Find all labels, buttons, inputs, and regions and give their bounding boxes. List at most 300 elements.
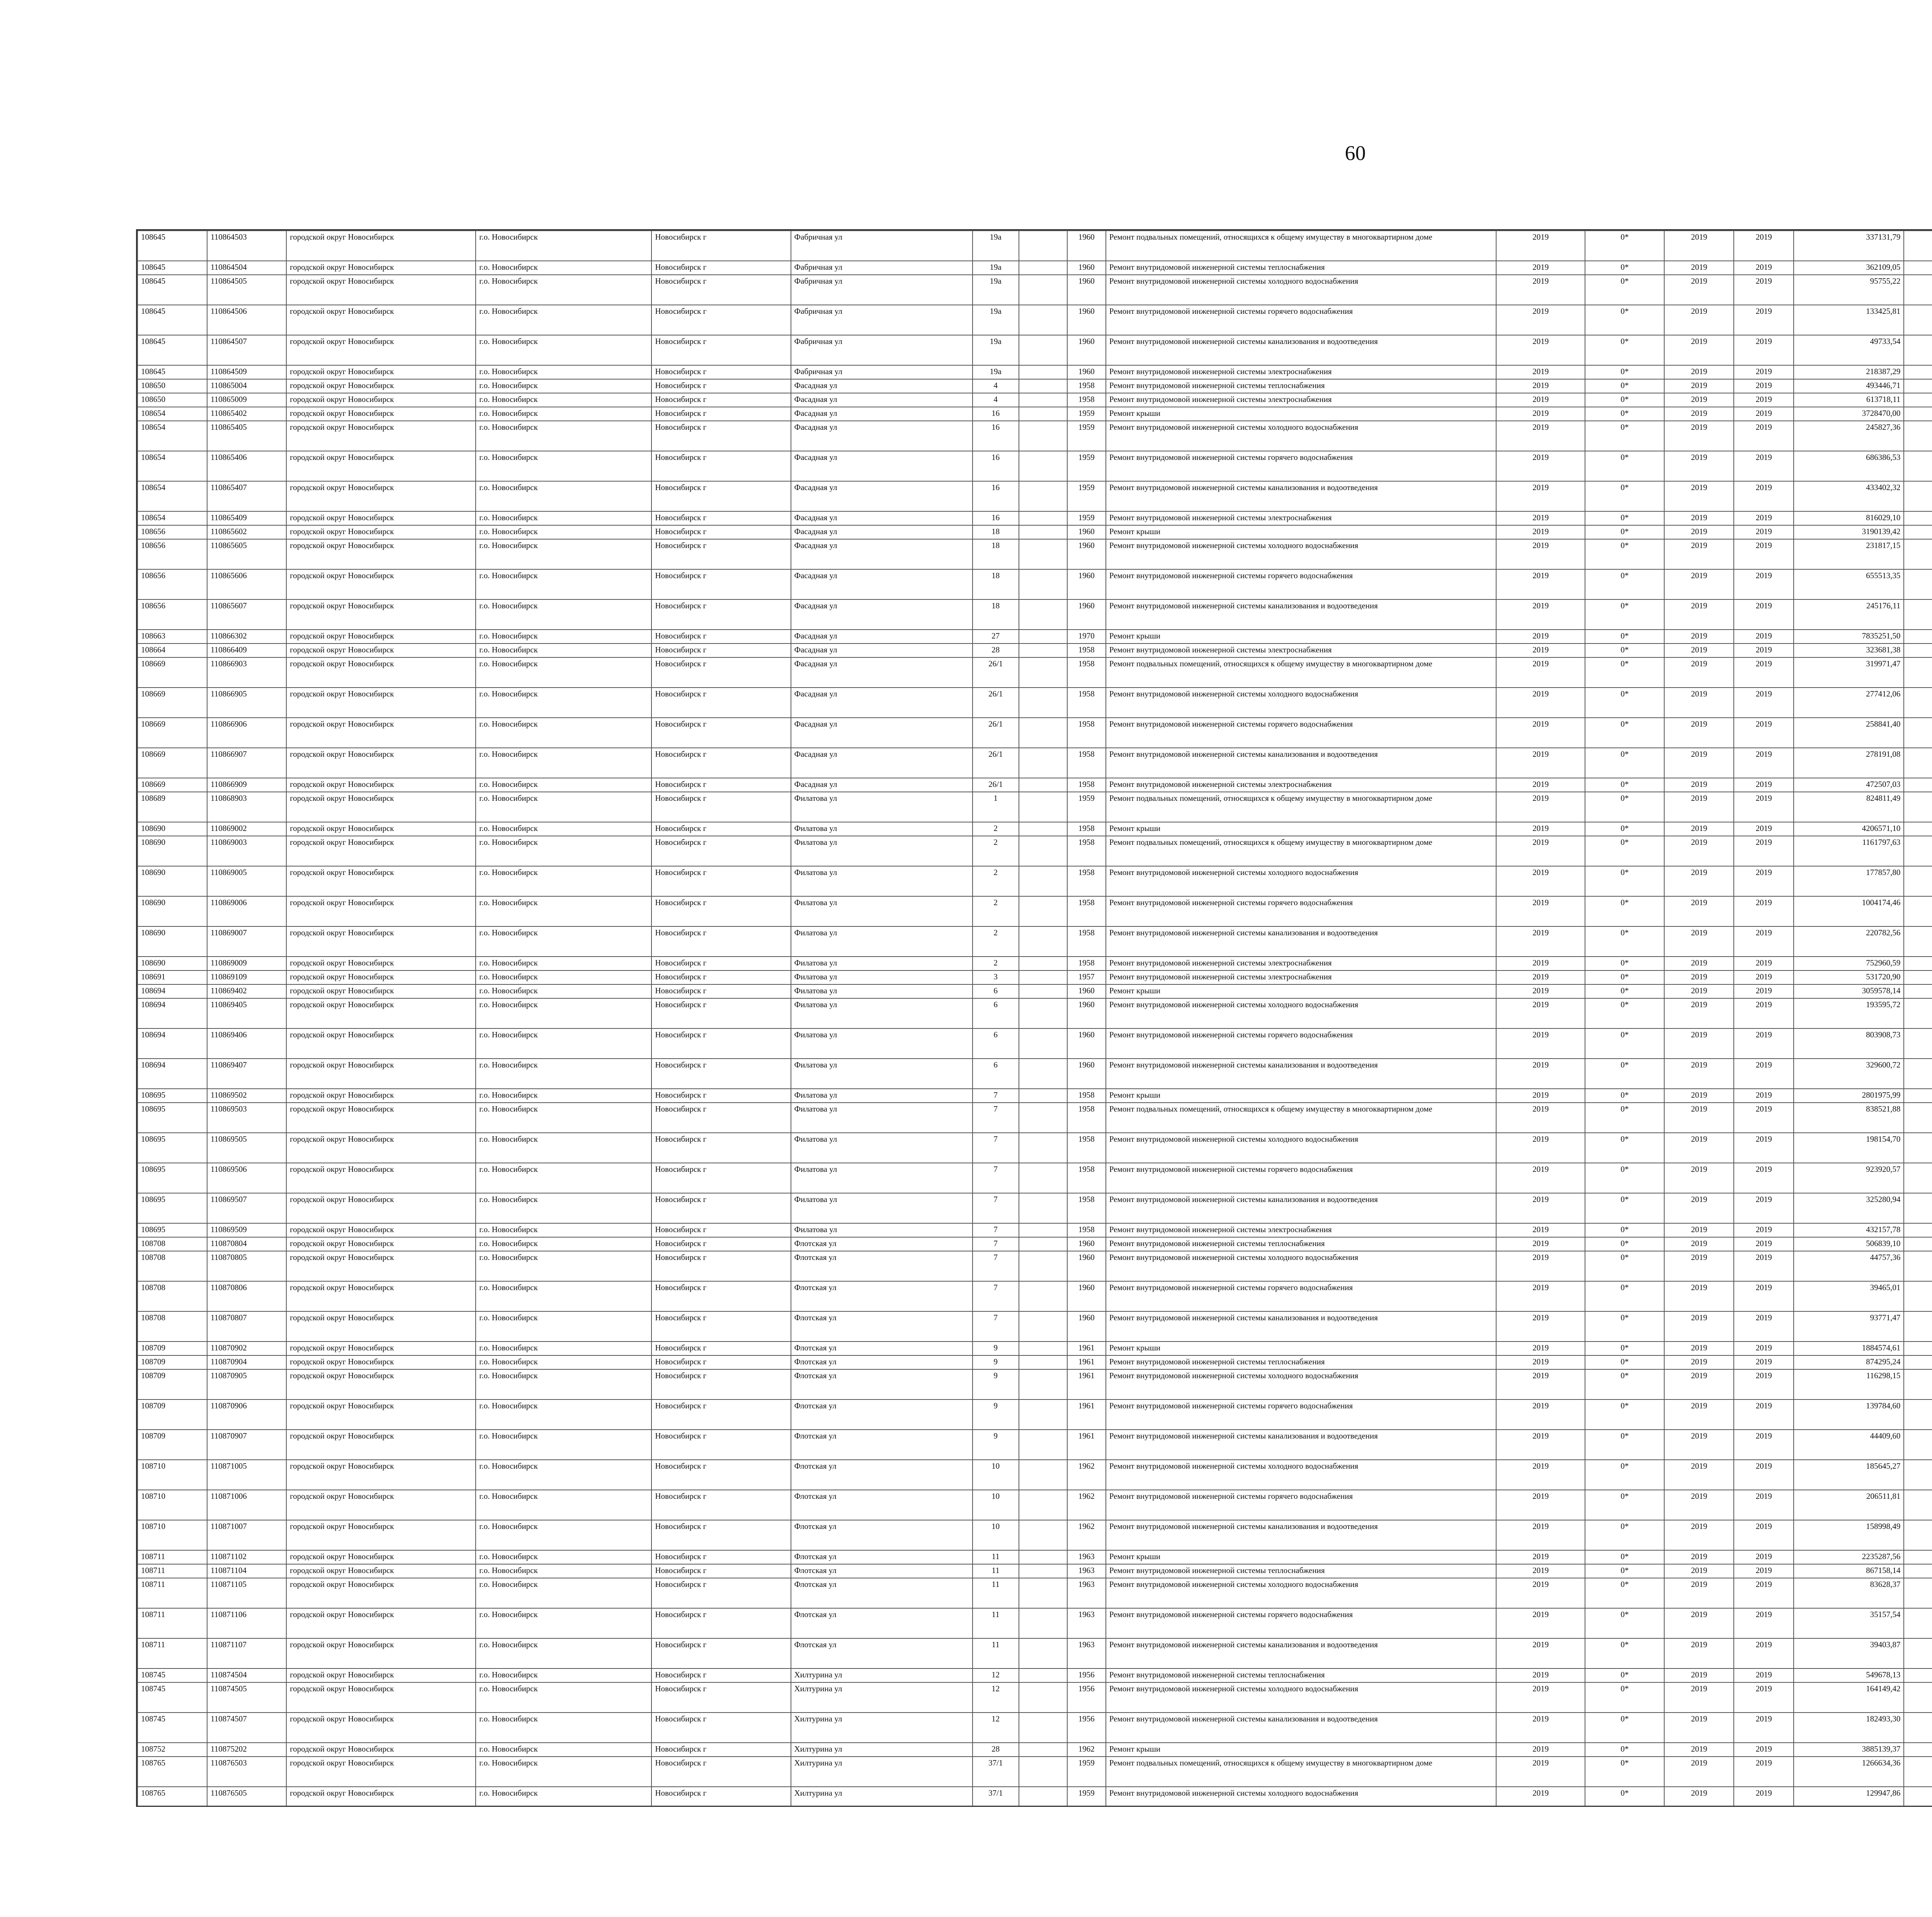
table-cell: 0* — [1585, 688, 1664, 718]
table-cell — [1019, 1682, 1067, 1713]
table-cell: 362109,05 — [1794, 261, 1904, 275]
table-cell: г.о. Новосибирск — [476, 261, 651, 275]
table-cell: 0* — [1585, 1059, 1664, 1089]
table-cell — [1019, 1578, 1067, 1608]
table-cell: 7 — [973, 1193, 1019, 1223]
table-cell: 110865606 — [207, 569, 286, 599]
table-cell: Ремонт внутридомовой инженерной системы канализования и водоотведения — [1106, 1059, 1496, 1089]
table-row — [138, 1223, 1932, 1237]
table-cell: городской округ Новосибирск — [286, 1193, 476, 1223]
table-cell: Ремонт крыши — [1106, 1342, 1496, 1355]
table-cell: Новосибирск г — [651, 984, 791, 998]
table-cell: 2019 — [1734, 778, 1794, 792]
table-cell: Новосибирск г — [651, 1133, 791, 1163]
table-cell: г.о. Новосибирск — [476, 1251, 651, 1281]
table-cell: 1959 — [1067, 1757, 1106, 1787]
table-cell: 2019 — [1664, 1757, 1734, 1787]
table-cell — [1904, 261, 1932, 275]
table-cell: 1959 — [1067, 792, 1106, 822]
table-cell: Новосибирск г — [651, 630, 791, 644]
table-cell — [1904, 335, 1932, 365]
table-cell: 0* — [1585, 1103, 1664, 1133]
table-cell: Новосибирск г — [651, 1223, 791, 1237]
table-cell: городской округ Новосибирск — [286, 630, 476, 644]
table-cell: 110865409 — [207, 511, 286, 525]
table-cell: 2019 — [1664, 1133, 1734, 1163]
table-cell: Фасадная ул — [791, 393, 973, 407]
table-cell: городской округ Новосибирск — [286, 1237, 476, 1251]
table-cell: 2019 — [1664, 1028, 1734, 1059]
table-cell: 329600,72 — [1794, 1059, 1904, 1089]
table-cell — [1019, 1490, 1067, 1520]
table-cell: Филатова ул — [791, 1089, 973, 1103]
table-cell: Ремонт внутридомовой инженерной системы холодного водоснабжения — [1106, 998, 1496, 1028]
table-cell — [1019, 970, 1067, 984]
table-cell — [1019, 984, 1067, 998]
table-cell: 110870905 — [207, 1369, 286, 1399]
table-cell — [1904, 1668, 1932, 1682]
table-cell: 108654 — [138, 451, 207, 481]
table-cell: 686386,53 — [1794, 451, 1904, 481]
table-cell: 1958 — [1067, 657, 1106, 688]
table-cell: 110864509 — [207, 365, 286, 379]
table-row — [138, 365, 1932, 379]
table-cell: 2019 — [1734, 481, 1794, 511]
table-cell: 2019 — [1734, 1578, 1794, 1608]
table-cell: 1 — [973, 792, 1019, 822]
table-cell: 816029,10 — [1794, 511, 1904, 525]
table-cell: 325280,94 — [1794, 1193, 1904, 1223]
table-cell: 2 — [973, 866, 1019, 896]
table-cell: 2019 — [1734, 657, 1794, 688]
table-cell: 110871006 — [207, 1490, 286, 1520]
table-cell: 110869402 — [207, 984, 286, 998]
table-cell: 1958 — [1067, 748, 1106, 778]
table-row — [138, 1743, 1932, 1757]
table-cell: 2019 — [1734, 1193, 1794, 1223]
table-row — [138, 657, 1932, 688]
table-cell: 110869009 — [207, 957, 286, 970]
table-cell: 108654 — [138, 481, 207, 511]
table-row — [138, 984, 1932, 998]
table-cell: 0* — [1585, 644, 1664, 657]
table-cell: 110869007 — [207, 926, 286, 957]
table-cell: 1958 — [1067, 1163, 1106, 1193]
table-cell: 2019 — [1664, 1550, 1734, 1564]
table-cell: г.о. Новосибирск — [476, 365, 651, 379]
table-cell: 133425,81 — [1794, 305, 1904, 335]
table-cell — [1904, 1193, 1932, 1223]
table-cell: 655513,35 — [1794, 569, 1904, 599]
table-cell: 2019 — [1496, 451, 1585, 481]
table-cell: г.о. Новосибирск — [476, 1682, 651, 1713]
table-cell: городской округ Новосибирск — [286, 688, 476, 718]
table-cell: 258841,40 — [1794, 718, 1904, 748]
table-cell: Хилтурина ул — [791, 1743, 973, 1757]
table-cell — [1019, 599, 1067, 630]
table-cell: 493446,71 — [1794, 379, 1904, 393]
table-cell — [1019, 822, 1067, 836]
table-cell: 108690 — [138, 866, 207, 896]
table-cell: Новосибирск г — [651, 451, 791, 481]
table-cell: 110871104 — [207, 1564, 286, 1578]
table-cell: 108710 — [138, 1490, 207, 1520]
table-cell — [1019, 1399, 1067, 1430]
table-cell — [1904, 1638, 1932, 1668]
table-cell — [1904, 407, 1932, 421]
table-row — [138, 1399, 1932, 1430]
table-cell: городской округ Новосибирск — [286, 335, 476, 365]
table-cell — [1019, 1638, 1067, 1668]
table-row — [138, 778, 1932, 792]
table-cell: Новосибирск г — [651, 305, 791, 335]
table-cell — [1019, 1311, 1067, 1342]
table-cell: 6 — [973, 998, 1019, 1028]
table-cell: Новосибирск г — [651, 1103, 791, 1133]
table-cell: Ремонт внутридомовой инженерной системы холодного водоснабжения — [1106, 1369, 1496, 1399]
table-cell: 2019 — [1496, 822, 1585, 836]
table-cell: 0* — [1585, 866, 1664, 896]
table-cell: 838521,88 — [1794, 1103, 1904, 1133]
table-cell: Новосибирск г — [651, 688, 791, 718]
table-cell: 2019 — [1664, 1564, 1734, 1578]
table-cell: Новосибирск г — [651, 379, 791, 393]
table-cell: Новосибирск г — [651, 1028, 791, 1059]
table-cell: Новосибирск г — [651, 1743, 791, 1757]
table-cell: 2019 — [1734, 1668, 1794, 1682]
table-cell — [1904, 1103, 1932, 1133]
table-cell: 2019 — [1664, 525, 1734, 539]
table-cell: Ремонт внутридомовой инженерной системы теплоснабжения — [1106, 261, 1496, 275]
table-cell: 108708 — [138, 1311, 207, 1342]
table-cell: Ремонт крыши — [1106, 1089, 1496, 1103]
table-cell: 18 — [973, 525, 1019, 539]
table-cell: 2019 — [1664, 1059, 1734, 1089]
table-row — [138, 1520, 1932, 1550]
table-cell — [1904, 481, 1932, 511]
table-cell — [1019, 1028, 1067, 1059]
table-cell — [1904, 1251, 1932, 1281]
table-cell: 0* — [1585, 1028, 1664, 1059]
table-cell: 1958 — [1067, 926, 1106, 957]
table-row — [138, 822, 1932, 836]
table-cell: 1960 — [1067, 1028, 1106, 1059]
table-cell: Ремонт подвальных помещений, относящихся к общему имуществу в многоквартирном доме — [1106, 657, 1496, 688]
table-cell: 2019 — [1664, 1787, 1734, 1807]
table-cell — [1019, 231, 1067, 261]
table-cell: 19а — [973, 335, 1019, 365]
table-cell: 2019 — [1664, 451, 1734, 481]
table-cell — [1019, 335, 1067, 365]
table-cell: 108690 — [138, 926, 207, 957]
table-cell: Ремонт внутридомовой инженерной системы канализования и водоотведения — [1106, 1638, 1496, 1668]
table-cell: 1960 — [1067, 335, 1106, 365]
table-cell: 108645 — [138, 275, 207, 305]
table-cell: 2019 — [1734, 1638, 1794, 1668]
table-cell — [1019, 393, 1067, 407]
table-cell: Новосибирск г — [651, 1460, 791, 1490]
table-cell — [1904, 1460, 1932, 1490]
table-cell: 95755,22 — [1794, 275, 1904, 305]
table-cell: 0* — [1585, 1399, 1664, 1430]
table-cell: г.о. Новосибирск — [476, 926, 651, 957]
table-cell: 2019 — [1664, 970, 1734, 984]
table-cell: 0* — [1585, 1163, 1664, 1193]
table-cell — [1019, 1564, 1067, 1578]
table-cell: Новосибирск г — [651, 748, 791, 778]
table-cell: г.о. Новосибирск — [476, 511, 651, 525]
table-cell: Ремонт внутридомовой инженерной системы теплоснабжения — [1106, 1237, 1496, 1251]
table-cell: 2019 — [1734, 451, 1794, 481]
table-cell — [1904, 365, 1932, 379]
table-cell — [1904, 644, 1932, 657]
table-cell: 110864506 — [207, 305, 286, 335]
table-cell — [1019, 1460, 1067, 1490]
table-cell: Ремонт внутридомовой инженерной системы электроснабжения — [1106, 778, 1496, 792]
table-cell — [1904, 275, 1932, 305]
table-cell: 0* — [1585, 1251, 1664, 1281]
table-cell: Флотская ул — [791, 1311, 973, 1342]
table-cell: городской округ Новосибирск — [286, 866, 476, 896]
table-cell: 10 — [973, 1490, 1019, 1520]
table-cell: г.о. Новосибирск — [476, 1028, 651, 1059]
table-row — [138, 393, 1932, 407]
table-cell — [1019, 792, 1067, 822]
table-cell: 824811,49 — [1794, 792, 1904, 822]
table-cell: г.о. Новосибирск — [476, 1787, 651, 1807]
table-cell — [1904, 1564, 1932, 1578]
table-cell: 108656 — [138, 569, 207, 599]
table-cell: 0* — [1585, 1668, 1664, 1682]
table-cell: городской округ Новосибирск — [286, 926, 476, 957]
table-row — [138, 866, 1932, 896]
table-cell: 323681,38 — [1794, 644, 1904, 657]
table-cell: 2019 — [1734, 970, 1794, 984]
table-cell: 2019 — [1496, 1608, 1585, 1638]
table-cell: 0* — [1585, 1369, 1664, 1399]
table-row — [138, 231, 1932, 261]
table-cell — [1019, 1787, 1067, 1807]
table-cell: 2019 — [1734, 792, 1794, 822]
table-cell: 108654 — [138, 421, 207, 451]
table-cell: 613718,11 — [1794, 393, 1904, 407]
table-cell: 2019 — [1664, 688, 1734, 718]
table-cell: Новосибирск г — [651, 599, 791, 630]
table-cell: 319971,47 — [1794, 657, 1904, 688]
table-cell: Фабричная ул — [791, 231, 973, 261]
table-cell: г.о. Новосибирск — [476, 1757, 651, 1787]
table-cell: 110869509 — [207, 1223, 286, 1237]
table-cell — [1904, 1713, 1932, 1743]
table-cell — [1019, 1163, 1067, 1193]
table-cell: Новосибирск г — [651, 1430, 791, 1460]
table-cell: 108694 — [138, 1028, 207, 1059]
table-cell — [1904, 511, 1932, 525]
table-cell: 472507,03 — [1794, 778, 1904, 792]
table-cell: 2019 — [1496, 379, 1585, 393]
table-cell: Новосибирск г — [651, 569, 791, 599]
table-cell: городской округ Новосибирск — [286, 1281, 476, 1311]
table-cell: 18 — [973, 569, 1019, 599]
table-cell: 108645 — [138, 261, 207, 275]
table-cell: 2019 — [1496, 1028, 1585, 1059]
table-cell: 0* — [1585, 1193, 1664, 1223]
table-cell: Новосибирск г — [651, 1163, 791, 1193]
table-cell — [1904, 957, 1932, 970]
table-cell: 1963 — [1067, 1564, 1106, 1578]
table-cell: 2019 — [1496, 1399, 1585, 1430]
table-cell: 18 — [973, 539, 1019, 569]
table-cell — [1019, 1281, 1067, 1311]
table-cell — [1019, 1550, 1067, 1564]
table-cell: 803908,73 — [1794, 1028, 1904, 1059]
table-cell: 2019 — [1734, 998, 1794, 1028]
table-row — [138, 836, 1932, 866]
table-cell: 7 — [973, 1103, 1019, 1133]
table-cell: 7 — [973, 1281, 1019, 1311]
table-cell: 2019 — [1496, 569, 1585, 599]
table-cell: 1960 — [1067, 365, 1106, 379]
table-cell: Ремонт внутридомовой инженерной системы электроснабжения — [1106, 957, 1496, 970]
table-cell: Новосибирск г — [651, 1193, 791, 1223]
table-cell: 27 — [973, 630, 1019, 644]
table-cell: 1961 — [1067, 1399, 1106, 1430]
table-cell: Ремонт внутридомовой инженерной системы теплоснабжения — [1106, 1355, 1496, 1369]
table-cell — [1019, 926, 1067, 957]
table-cell: Флотская ул — [791, 1578, 973, 1608]
table-cell — [1019, 748, 1067, 778]
table-cell: г.о. Новосибирск — [476, 1059, 651, 1089]
table-row — [138, 630, 1932, 644]
table-cell: 110869109 — [207, 970, 286, 984]
table-row — [138, 1550, 1932, 1564]
table-cell: 2019 — [1496, 393, 1585, 407]
table-cell — [1019, 866, 1067, 896]
table-row — [138, 748, 1932, 778]
table-cell — [1019, 1757, 1067, 1787]
table-cell: 0* — [1585, 926, 1664, 957]
table-cell: 1962 — [1067, 1743, 1106, 1757]
table-cell: 108669 — [138, 778, 207, 792]
table-cell: 108745 — [138, 1682, 207, 1713]
table-cell: 1961 — [1067, 1369, 1106, 1399]
table-cell: 2019 — [1734, 836, 1794, 866]
table-cell: Хилтурина ул — [791, 1757, 973, 1787]
table-cell — [1019, 1059, 1067, 1089]
table-cell: г.о. Новосибирск — [476, 407, 651, 421]
table-cell: 531720,90 — [1794, 970, 1904, 984]
table-cell: 110874505 — [207, 1682, 286, 1713]
table-cell: Новосибирск г — [651, 511, 791, 525]
table-cell — [1904, 792, 1932, 822]
table-cell: 110869503 — [207, 1103, 286, 1133]
table-cell: 1963 — [1067, 1638, 1106, 1668]
table-cell: 108745 — [138, 1713, 207, 1743]
table-cell: 2 — [973, 822, 1019, 836]
table-cell: Фасадная ул — [791, 407, 973, 421]
table-cell — [1019, 1355, 1067, 1369]
table-cell — [1904, 1311, 1932, 1342]
table-cell: 0* — [1585, 393, 1664, 407]
table-cell — [1904, 1490, 1932, 1520]
table-cell: Ремонт внутридомовой инженерной системы горячего водоснабжения — [1106, 1163, 1496, 1193]
table-cell: г.о. Новосибирск — [476, 644, 651, 657]
table-cell: 11 — [973, 1578, 1019, 1608]
table-cell: 110871005 — [207, 1460, 286, 1490]
table-cell: 2019 — [1734, 1281, 1794, 1311]
table-cell: 1958 — [1067, 688, 1106, 718]
table-cell: 108669 — [138, 688, 207, 718]
table-cell: г.о. Новосибирск — [476, 481, 651, 511]
table-cell: Флотская ул — [791, 1564, 973, 1578]
table-cell — [1904, 1520, 1932, 1550]
table-cell: 2019 — [1734, 957, 1794, 970]
table-cell: 2019 — [1664, 261, 1734, 275]
table-cell: Фасадная ул — [791, 569, 973, 599]
table-cell: г.о. Новосибирск — [476, 984, 651, 998]
table-cell: 2019 — [1664, 866, 1734, 896]
table-cell: городской округ Новосибирск — [286, 748, 476, 778]
table-cell: 0* — [1585, 407, 1664, 421]
table-cell: г.о. Новосибирск — [476, 1355, 651, 1369]
table-cell: 1958 — [1067, 957, 1106, 970]
table-cell: 110871102 — [207, 1550, 286, 1564]
table-cell: 110870904 — [207, 1355, 286, 1369]
table-cell: 108669 — [138, 657, 207, 688]
table-cell: 2019 — [1496, 748, 1585, 778]
table-cell — [1019, 1520, 1067, 1550]
table-cell: 110876503 — [207, 1757, 286, 1787]
table-cell: 2019 — [1664, 365, 1734, 379]
table-cell: Ремонт внутридомовой инженерной системы канализования и водоотведения — [1106, 1311, 1496, 1342]
table-cell: 1960 — [1067, 261, 1106, 275]
table-cell — [1019, 539, 1067, 569]
table-cell: 2019 — [1496, 481, 1585, 511]
table-cell: г.о. Новосибирск — [476, 1578, 651, 1608]
table-cell: 2019 — [1664, 984, 1734, 998]
table-cell: Новосибирск г — [651, 1342, 791, 1355]
table-cell — [1019, 836, 1067, 866]
table-cell — [1904, 539, 1932, 569]
table-cell: 108711 — [138, 1564, 207, 1578]
table-cell — [1904, 1237, 1932, 1251]
table-cell: 245176,11 — [1794, 599, 1904, 630]
table-cell — [1019, 407, 1067, 421]
table-cell: Хилтурина ул — [791, 1668, 973, 1682]
table-cell: 39403,87 — [1794, 1638, 1904, 1668]
table-cell: городской округ Новосибирск — [286, 1311, 476, 1342]
table-cell — [1019, 451, 1067, 481]
table-cell: городской округ Новосибирск — [286, 275, 476, 305]
table-row — [138, 1251, 1932, 1281]
table-row — [138, 305, 1932, 335]
table-cell: 1959 — [1067, 451, 1106, 481]
table-cell: 2019 — [1664, 1430, 1734, 1460]
table-cell: Новосибирск г — [651, 1550, 791, 1564]
table-cell: г.о. Новосибирск — [476, 599, 651, 630]
table-cell: 2019 — [1664, 1713, 1734, 1743]
table-cell — [1904, 1355, 1932, 1369]
table-cell: 110869405 — [207, 998, 286, 1028]
table-cell: 2019 — [1734, 1369, 1794, 1399]
table-cell: 0* — [1585, 1787, 1664, 1807]
table-cell — [1904, 1089, 1932, 1103]
table-cell: городской округ Новосибирск — [286, 1342, 476, 1355]
table-cell: 2019 — [1496, 1564, 1585, 1578]
table-row — [138, 1564, 1932, 1578]
table-cell: Флотская ул — [791, 1355, 973, 1369]
table-cell — [1904, 1757, 1932, 1787]
